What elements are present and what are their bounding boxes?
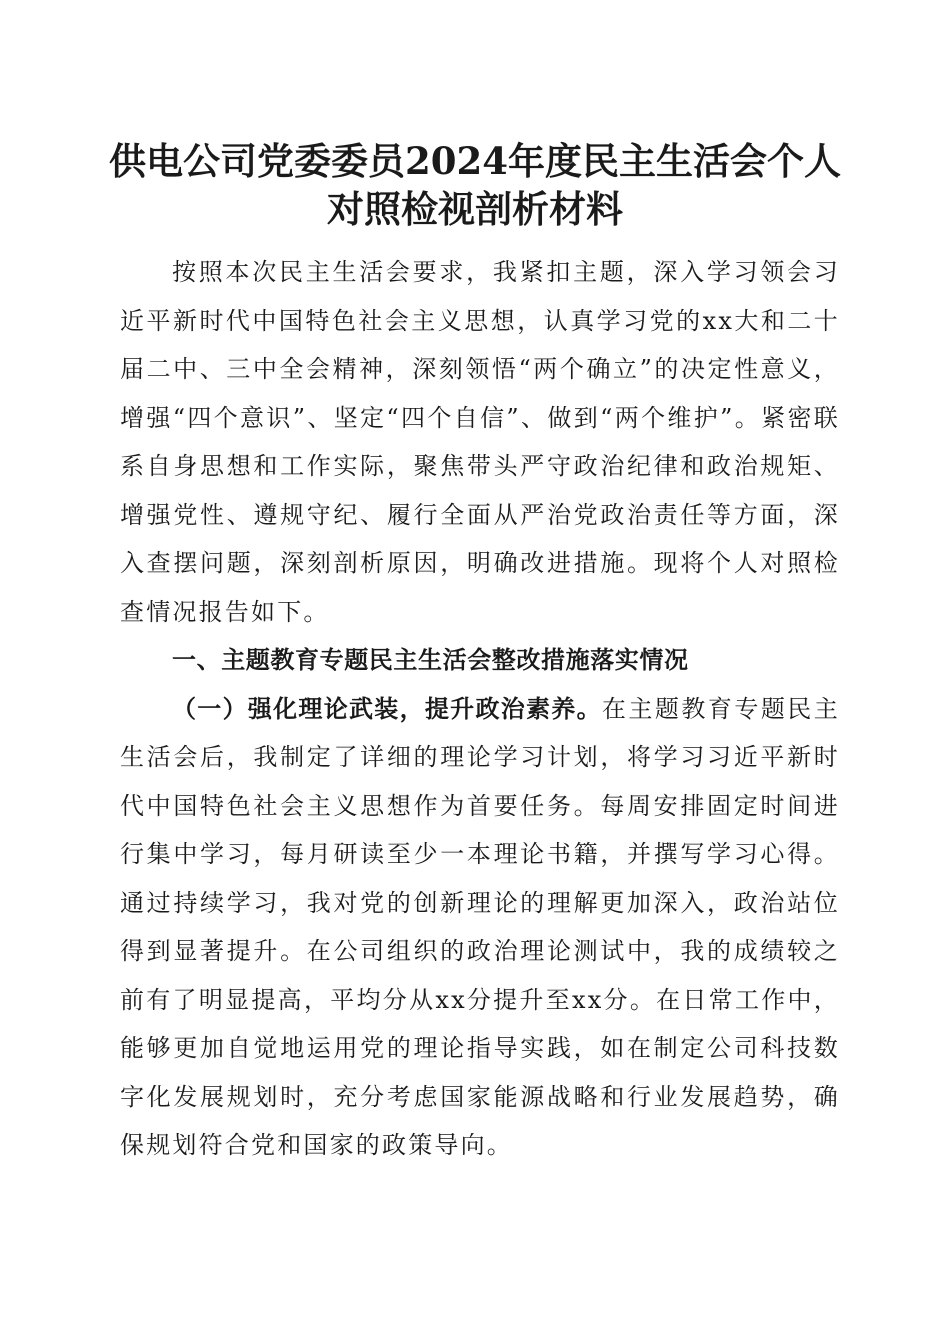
document-title-line-2: 对照检视剖析材料 [327, 187, 623, 231]
subsection-paragraph-1 [120, 685, 840, 1170]
document-body [120, 248, 840, 1170]
subsection-lead-1: （一）强化理论武装，提升政治素养。 [172, 694, 602, 723]
document-title-line-1: 供电公司党委委员2024年度民主生活会个人 [109, 139, 841, 183]
subsection-body-1: 在主题教育专题民主生活会后，我制定了详细的理论学习计划，将学习习近平新时代中国特色社会主义思想作为首要任务。每周安排固定时间进行集中学习，每月研读至少一本理论书籍，并撰写学习心得。通过持续学习，我对党的创新理论的理解更加深入，政治站位得到显著提升。在公司组织的政治理论测试中，我的成绩较之前有了明显提高，平均分从xx分提升至xx分。在日常工作中，能够更加自觉地运用党的理论指导实践，如在制定公司科技数字化发展规划时，充分考虑国家能源战略和行业发展趋势，确保规划符合党和国家的政策导向。 [120, 694, 840, 1159]
section-heading-1: 一、主题教育专题民主生活会整改措施落实情况 [172, 646, 689, 674]
intro-paragraph: 按照本次民主生活会要求，我紧扣主题，深入学习领会习近平新时代中国特色社会主义思想，认真学习党的xx大和二十届二中、三中全会精神，深刻领悟“两个确立”的决定性意义，增强“四个意识”、坚定“四个自信”、做到“两个维护”。紧密联系自身思想和工作实际，聚焦带头严守政治纪律和政治规矩、增强党性、遵规守纪、履行全面从严治党政治责任等方面，深入查摆问题，深刻剖析原因，明确改进措施。现将个人对照检查情况报告如下。 [120, 258, 840, 626]
